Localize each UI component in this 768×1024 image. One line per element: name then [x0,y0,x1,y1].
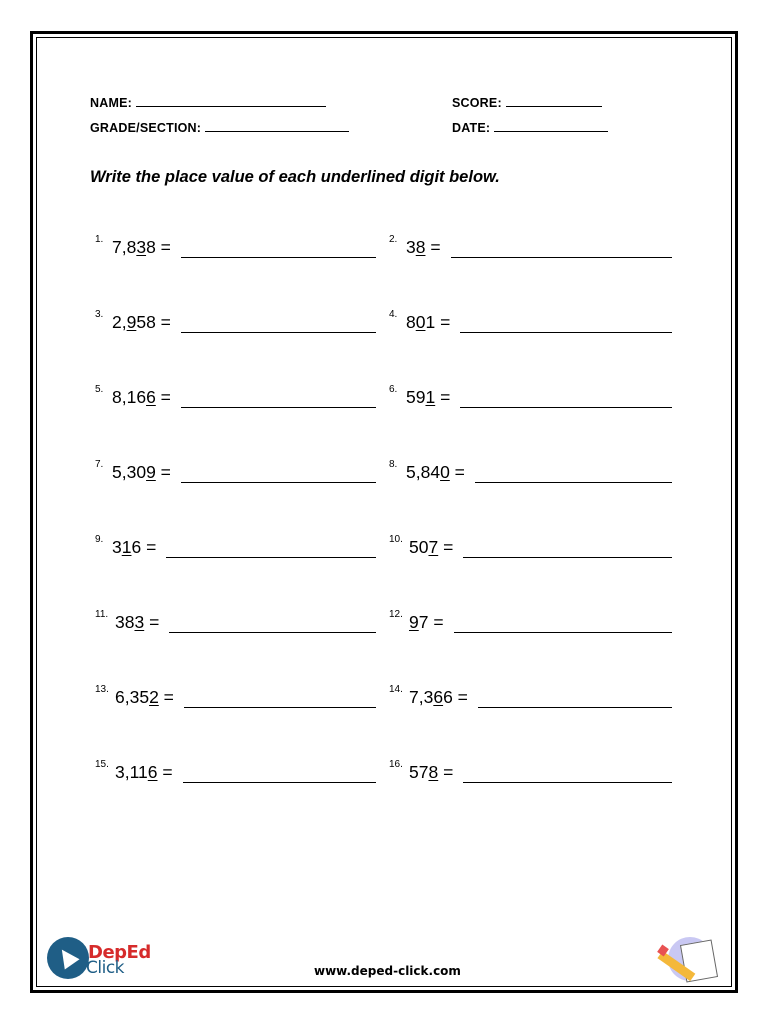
equals-sign: = [438,762,454,782]
answer-line[interactable] [183,782,376,783]
equals-sign: = [155,312,171,332]
digits-after: 1 [425,312,436,332]
digits-after: 6 [131,537,142,557]
digits-before: 8,16 [112,387,147,407]
answer-line[interactable] [181,332,376,333]
underlined-digit: 9 [126,312,137,332]
item-number-expression [115,612,159,633]
answer-line[interactable] [181,482,376,483]
item-number-expression [409,612,444,633]
exercise-item [95,459,376,483]
item-number-expression [409,762,453,783]
item-number: 2. [389,234,398,245]
exercise-item [389,234,672,258]
digits-before: 3 [112,537,122,557]
item-number-expression [406,312,450,333]
digits-before: 5,84 [406,462,441,482]
item-number: 13. [95,684,109,695]
answer-line[interactable] [475,482,672,483]
exercise-item [389,684,672,708]
footer-url[interactable]: www.deped-click.com [314,964,461,978]
grade-section-field [90,120,349,135]
item-number: 3. [95,309,104,320]
instructions: Write the place value of each underlined digit below. [90,168,500,186]
equals-sign: = [144,612,160,632]
answer-line[interactable] [463,557,672,558]
underlined-digit: 9 [409,612,419,632]
underlined-digit: 6 [147,762,158,782]
underlined-digit: 9 [146,462,156,482]
digits-before: 5,30 [112,462,147,482]
underlined-digit: 0 [415,312,426,332]
score-line[interactable] [506,95,602,107]
answer-line[interactable] [184,707,376,708]
item-number: 12. [389,609,403,620]
underlined-digit: 6 [146,387,156,407]
item-number-expression [115,687,174,708]
score-label: SCORE: [452,96,502,110]
item-number: 8. [389,459,398,470]
exercise-item [389,309,672,333]
grade-section-label: GRADE/SECTION: [90,121,202,135]
equals-sign: = [155,462,171,482]
equals-sign: = [449,462,465,482]
equals-sign: = [452,687,468,707]
item-number: 11. [95,609,109,620]
item-number-expression [112,237,171,258]
item-number-expression [115,762,173,783]
grade-section-line[interactable] [205,120,349,132]
item-number-expression [112,462,171,483]
item-number: 10. [389,534,403,545]
answer-line[interactable] [460,332,672,333]
equals-sign: = [438,537,454,557]
exercise-item [95,609,376,633]
equals-sign: = [155,237,171,257]
underlined-digit: 6 [433,687,444,707]
exercise-item [95,684,376,708]
digits-after: 7 [418,612,429,632]
item-number-expression [112,387,171,408]
equals-sign: = [157,762,173,782]
digits-after: 6 [443,687,453,707]
digits-after: 58 [136,312,156,332]
item-number-expression [409,537,453,558]
answer-line[interactable] [478,707,672,708]
exercise-item [389,534,672,558]
digits-before: 50 [409,537,429,557]
item-number: 16. [389,759,403,770]
item-number-expression [112,312,171,333]
exercise-item [389,459,672,483]
date-label: DATE: [452,121,491,135]
item-number-expression [406,387,450,408]
digits-before: 57 [409,762,429,782]
exercise-item [95,384,376,408]
item-number: 7. [95,459,104,470]
name-label: NAME: [90,96,132,110]
underlined-digit: 8 [415,237,426,257]
answer-line[interactable] [181,257,376,258]
underlined-digit: 3 [134,612,145,632]
item-number: 1. [95,234,104,245]
exercise-item [389,384,672,408]
item-number: 5. [95,384,104,395]
answer-line[interactable] [454,632,672,633]
item-number-expression [406,237,441,258]
digits-before: 3,11 [115,762,148,782]
equals-sign: = [435,312,451,332]
digits-before: 2, [112,312,127,332]
score-field [452,95,602,110]
exercise-item [389,759,672,783]
logo-text-click: Click [86,958,125,978]
name-field [90,95,326,110]
underlined-digit: 2 [149,687,159,707]
equals-sign: = [428,612,444,632]
digits-after: 8 [146,237,156,257]
digits-before: 8 [406,312,416,332]
equals-sign: = [158,687,174,707]
item-number: 6. [389,384,398,395]
underlined-digit: 7 [428,537,439,557]
digits-before: 38 [115,612,135,632]
item-number-expression [112,537,156,558]
equals-sign: = [141,537,157,557]
digits-before: 6,35 [115,687,150,707]
underlined-digit: 0 [440,462,450,482]
item-number: 15. [95,759,109,770]
digits-before: 7,8 [112,237,137,257]
underlined-digit: 3 [136,237,147,257]
item-number: 14. [389,684,403,695]
underlined-digit: 1 [425,387,436,407]
logo-text-deped: DepEd [88,942,151,963]
exercise-item [95,759,376,783]
answer-line[interactable] [463,782,672,783]
answer-line[interactable] [169,632,376,633]
answer-line[interactable] [166,557,376,558]
digits-before: 3 [406,237,416,257]
answer-line[interactable] [451,257,672,258]
item-number: 9. [95,534,104,545]
equals-sign: = [435,387,451,407]
underlined-digit: 8 [428,762,439,782]
equals-sign: = [425,237,441,257]
answer-line[interactable] [460,407,672,408]
digits-before: 7,3 [409,687,434,707]
item-number: 4. [389,309,398,320]
answer-line[interactable] [181,407,376,408]
equals-sign: = [155,387,171,407]
exercise-item [95,234,376,258]
exercise-item [95,309,376,333]
digits-before: 59 [406,387,426,407]
name-line[interactable] [136,95,326,107]
exercise-item [389,609,672,633]
date-line[interactable] [494,120,608,132]
item-number-expression [409,687,468,708]
item-number-expression [406,462,465,483]
underlined-digit: 1 [121,537,132,557]
exercise-item [95,534,376,558]
date-field [452,120,608,135]
